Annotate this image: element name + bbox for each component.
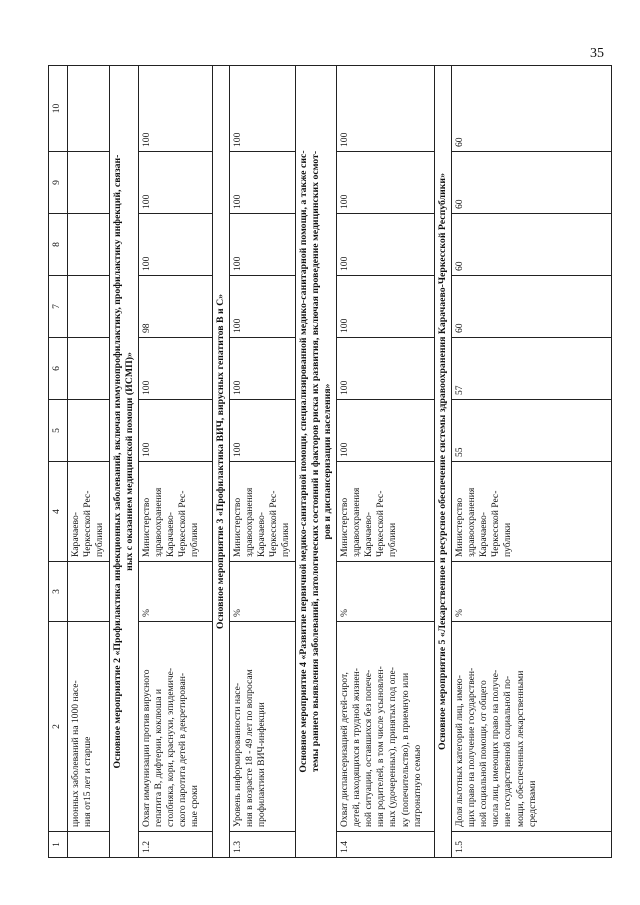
value-cell: 100 — [336, 276, 434, 338]
value-cell: 100 — [138, 152, 212, 214]
value-cell: 100 — [336, 152, 434, 214]
responsible-org: Карачаево- Черкесской Рес- публики — [68, 462, 110, 562]
col-header: 1 — [49, 832, 68, 858]
value-cell: 57 — [451, 338, 611, 400]
indicator-name: Уровень информированности насе- ния в возрасте 18 - 49 лет по вопросам профилактики ВИЧ-инфекции — [229, 622, 295, 832]
value-cell: 100 — [138, 66, 212, 152]
section-row — [109, 66, 138, 858]
indicator-name: Доля льготных категорий лиц, имею- щих право на получение государствен- ной социальной помощи, от общего числа лиц, имеющих право на получе- ние государственной социальной по- мощи, обеспеченных лекарственными средствами — [451, 622, 611, 832]
col-header: 3 — [49, 562, 68, 622]
value-cell: 60 — [451, 152, 611, 214]
value-cell: 100 — [138, 214, 212, 276]
rotated-table-wrapper — [48, 66, 590, 858]
value-cell: 98 — [138, 276, 212, 338]
unit: % — [229, 562, 295, 622]
table-row — [336, 66, 434, 858]
row-number — [68, 832, 110, 858]
value-cell: 100 — [229, 66, 295, 152]
value-cell: 100 — [336, 400, 434, 462]
section-title: Основное мероприятие 3 «Профилактика ВИЧ, вирусных гепатитов В и С» — [212, 66, 229, 858]
col-header: 9 — [49, 152, 68, 214]
col-header: 2 — [49, 622, 68, 832]
unit — [68, 562, 110, 622]
col-header: 5 — [49, 400, 68, 462]
value-cell: 100 — [336, 214, 434, 276]
header-row — [49, 66, 68, 858]
value-cell: 100 — [229, 276, 295, 338]
section-row — [212, 66, 229, 858]
table-row — [68, 66, 110, 858]
value-cell: 100 — [138, 400, 212, 462]
value-cell: 55 — [451, 400, 611, 462]
unit: % — [138, 562, 212, 622]
col-header: 10 — [49, 66, 68, 152]
row-number: 1.3 — [229, 832, 295, 858]
row-number: 1.5 — [451, 832, 611, 858]
section-title: Основное мероприятие 4 «Развитие первичной медико-санитарной помощи, специализированной медико-санитарной помощи, а также сис- темы раннего выявления заболеваний, патологических состояний и факторов риска их развития, включая проведение медицинских осмот- ров и диспансеризации населения» — [295, 66, 336, 858]
unit: % — [336, 562, 434, 622]
table-row — [451, 66, 611, 858]
indicator-name: Охват диспансеризацией детей-сирот, детей, находящихся в трудной жизнен- ной ситуации, оставшихся без попече- ния родителей, в том числе усыновлен- ных (удочеренных), принятых под опе- ку (попечительство), в приемную или патронатную семью — [336, 622, 434, 832]
row-number: 1.4 — [336, 832, 434, 858]
row-number: 1.2 — [138, 832, 212, 858]
value-cell: 100 — [138, 338, 212, 400]
indicators-table — [48, 65, 612, 858]
section-title: Основное мероприятие 2 «Профилактика инфекционных заболеваний, включая иммунопрофилактику, профилактику инфекций, связан- ных с оказанием медицинской помощи (ИСМП)» — [109, 66, 138, 858]
table-row — [229, 66, 295, 858]
unit: % — [451, 562, 611, 622]
page-number: 35 — [590, 46, 604, 61]
value-cell: 60 — [451, 276, 611, 338]
value-cell: 60 — [451, 66, 611, 152]
col-header: 8 — [49, 214, 68, 276]
col-header: 7 — [49, 276, 68, 338]
value-cell — [68, 214, 110, 276]
responsible-org: Министерство здравоохранения Карачаево- Черкесской Рес- публики — [336, 462, 434, 562]
value-cell: 100 — [336, 338, 434, 400]
col-header: 6 — [49, 338, 68, 400]
value-cell — [68, 276, 110, 338]
table-row — [138, 66, 212, 858]
value-cell: 100 — [336, 66, 434, 152]
section-row — [434, 66, 451, 858]
responsible-org: Министерство здравоохранения Карачаево- Черкесской Рес- публики — [451, 462, 611, 562]
responsible-org: Министерство здравоохранения Карачаево- Черкесской Рес- публики — [138, 462, 212, 562]
value-cell — [68, 152, 110, 214]
section-title: Основное мероприятие 5 «Лекарственное и ресурсное обеспечение системы здравоохранения Карачаево-Черкесской Республики» — [434, 66, 451, 858]
indicator-name: ционных заболеваний на 1000 насе- ния от15 лет и старше — [68, 622, 110, 832]
value-cell: 60 — [451, 214, 611, 276]
value-cell: 100 — [229, 338, 295, 400]
value-cell: 100 — [229, 152, 295, 214]
col-header: 4 — [49, 462, 68, 562]
value-cell — [68, 400, 110, 462]
value-cell — [68, 338, 110, 400]
value-cell: 100 — [229, 214, 295, 276]
value-cell: 100 — [229, 400, 295, 462]
responsible-org: Министерство здравоохранения Карачаево- Черкесской Рес- публики — [229, 462, 295, 562]
indicator-name: Охват иммунизации против вирусного гепатита В, дифтерии, коклюша и столбняка, кори, краснухи, эпидемиче- ского паротита детей в декретирован- ные сроки — [138, 622, 212, 832]
section-row — [295, 66, 336, 858]
value-cell — [68, 66, 110, 152]
